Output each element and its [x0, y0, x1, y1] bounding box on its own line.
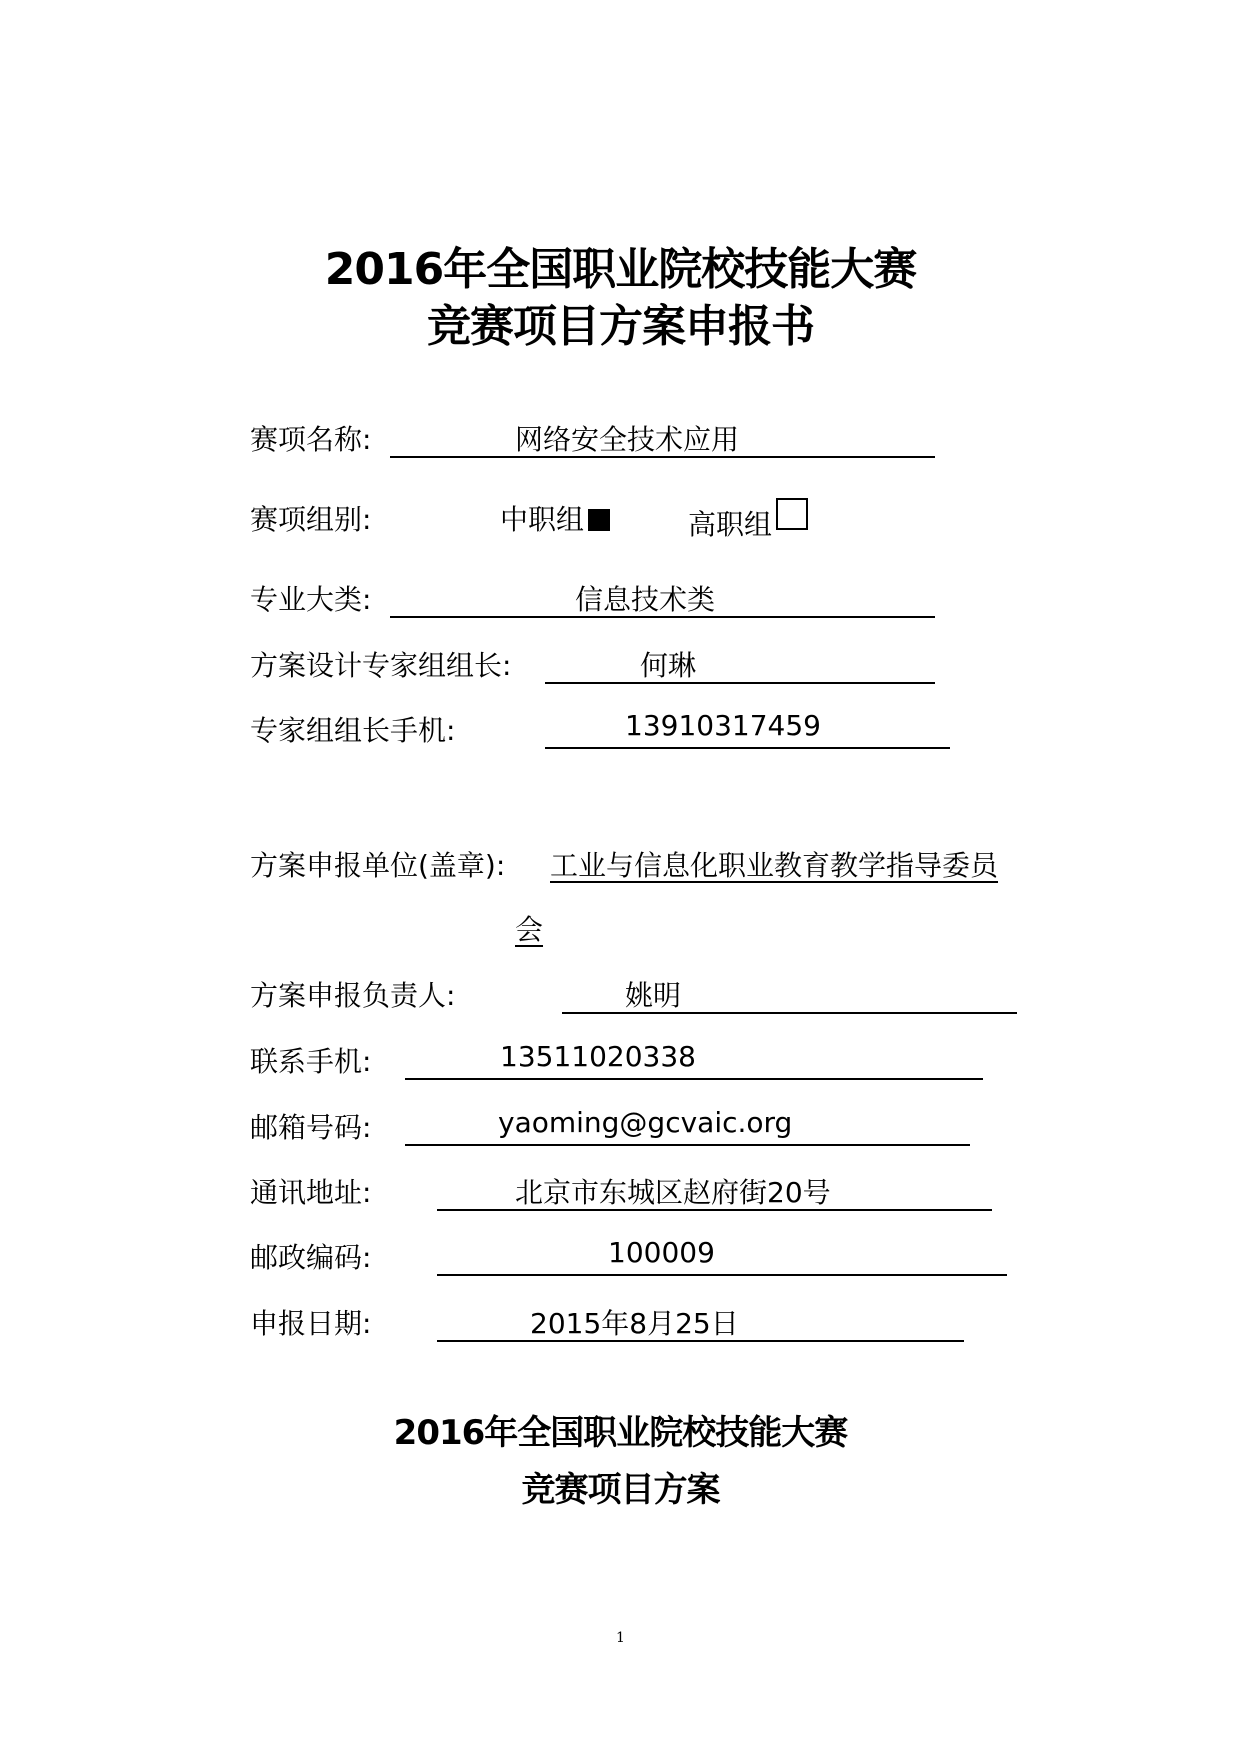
section-title-line2: 竞赛项目方案 [521, 1470, 720, 1510]
unchecked-box-icon[interactable] [776, 498, 808, 530]
field-label: 方案申报负责人: [250, 979, 456, 1012]
option-secondary-vocational[interactable] [500, 498, 610, 538]
field-value: 姚明 [625, 979, 682, 1012]
field-address [250, 1171, 1000, 1211]
option-label: 中职组 [500, 503, 585, 536]
field-label: 联系手机: [250, 1045, 372, 1078]
field-value: 北京市东城区赵府街20号 [515, 1176, 831, 1209]
option-higher-vocational[interactable] [688, 498, 808, 543]
field-label: 邮政编码: [250, 1241, 372, 1274]
field-postal-code [250, 1236, 1020, 1276]
field-value: 13910317459 [625, 709, 821, 742]
field-label: 方案设计专家组组长: [250, 649, 512, 682]
field-email [250, 1106, 980, 1146]
field-value-line2: 会 [515, 913, 544, 946]
field-expert-leader-phone [250, 709, 970, 749]
field-value: 100009 [608, 1236, 715, 1269]
field-contact-phone [250, 1040, 990, 1080]
field-value: 何琳 [640, 649, 697, 682]
field-label: 赛项组别: [250, 503, 372, 536]
field-value[interactable]: yaoming@gcvaic.org [498, 1106, 793, 1139]
field-applicant-unit [250, 844, 1050, 884]
field-expert-leader [250, 644, 950, 684]
cover-title-line2: 竞赛项目方案申报书 [427, 301, 814, 352]
field-applicant-unit-cont [515, 908, 615, 948]
field-label: 邮箱号码: [250, 1111, 372, 1144]
field-date [250, 1302, 980, 1342]
field-value: 信息技术类 [575, 583, 716, 616]
section-title-line1: 2016年全国职业院校技能大赛 [393, 1413, 848, 1453]
underline [437, 1236, 1007, 1276]
field-value: 网络安全技术应用 [515, 423, 740, 456]
field-label: 通讯地址: [250, 1176, 372, 1209]
field-event-group [250, 498, 950, 541]
underline [545, 644, 935, 684]
field-label: 方案申报单位(盖章): [250, 849, 506, 882]
field-label: 赛项名称: [250, 423, 372, 456]
cover-title-line1: 2016年全国职业院校技能大赛 [324, 244, 917, 295]
field-value: 2015年8月25日 [530, 1307, 739, 1340]
field-event-name [250, 418, 950, 458]
field-label: 专家组组长手机: [250, 714, 456, 747]
checked-box-icon[interactable] [588, 509, 610, 531]
field-value: 13511020338 [500, 1040, 696, 1073]
field-label: 专业大类: [250, 583, 372, 616]
field-major-category [250, 578, 950, 618]
option-label: 高职组 [688, 508, 773, 541]
field-label: 申报日期: [250, 1307, 372, 1340]
field-value-line1: 工业与信息化职业教育教学指导委员 [550, 849, 999, 882]
page-number: 1 [616, 1630, 625, 1646]
field-applicant-person [250, 974, 1020, 1014]
